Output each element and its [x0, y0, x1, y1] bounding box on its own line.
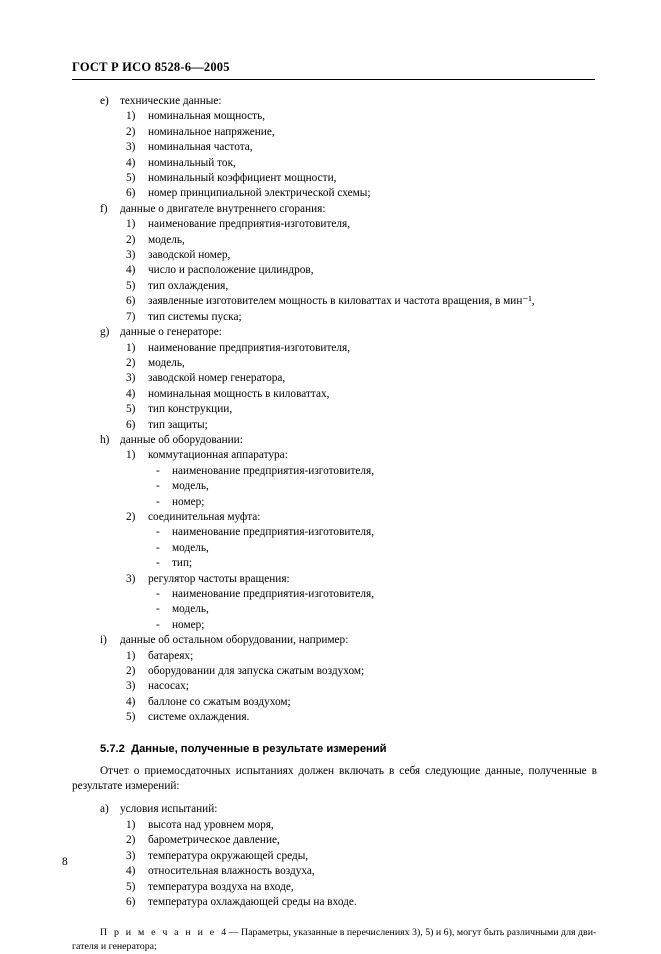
list-text: номер; [172, 618, 205, 631]
list-item [126, 695, 609, 710]
body-paragraph: Отчет о приемосдаточных испытаниях должен включать в себя следующие данные, полученные в результате измерений: [72, 764, 597, 793]
list-item [156, 618, 609, 633]
section-number: 5.7.2 [100, 742, 125, 755]
list-item [126, 833, 609, 848]
list-item [100, 202, 609, 217]
list-marker: - [156, 603, 160, 616]
list-item [126, 341, 609, 356]
list-marker: 4) [126, 695, 136, 708]
list-marker: 4) [126, 865, 136, 878]
list-text: данные об остальном оборудовании, например: [120, 634, 349, 647]
list-text: данные об оборудовании: [120, 433, 243, 446]
list-item [126, 510, 609, 525]
list-item [126, 649, 609, 664]
list-marker: g) [100, 326, 110, 339]
list-text: номинальная мощность, [148, 110, 266, 123]
list-text: тип охлаждения, [148, 279, 229, 292]
list-marker: 2) [126, 665, 136, 678]
list-text: оборудовании для запуска сжатым воздухом; [148, 665, 365, 678]
list-text: коммутационная аппаратура: [148, 449, 288, 462]
list-text: температура окружающей среды, [148, 849, 309, 862]
list-marker: 6) [126, 895, 136, 908]
list-marker: - [156, 541, 160, 554]
list-marker: 1) [126, 110, 136, 123]
list-marker: e) [100, 95, 109, 107]
list-marker: - [156, 557, 160, 570]
list-item [156, 541, 609, 556]
list-text: тип; [172, 557, 193, 570]
list-item [126, 294, 609, 309]
list-text: относительная влажность воздуха, [148, 865, 315, 878]
list-item [126, 186, 609, 201]
list-text: модель, [172, 541, 209, 554]
list-marker: 1) [126, 649, 136, 662]
list-marker: i) [100, 634, 107, 647]
list-item [100, 325, 609, 340]
list-text: наименование предприятия-изготовителя, [172, 588, 375, 600]
list-text: температура охлаждающей среды на входе. [148, 895, 357, 908]
list-marker: - [156, 480, 160, 493]
list-marker: 3) [126, 680, 136, 693]
list-marker: 5) [126, 403, 136, 416]
list-marker: 2) [126, 834, 136, 847]
list-item [126, 895, 609, 910]
note-block [100, 926, 600, 940]
list-text: наименование предприятия-изготовителя, [172, 526, 375, 539]
list-marker: 5) [126, 711, 136, 724]
list-text: номинальный ток, [148, 156, 236, 169]
list-item [126, 356, 609, 371]
list-text: номинальная мощность в киловаттах, [148, 387, 330, 400]
list-text: батареях; [148, 649, 194, 662]
list-marker: 3) [126, 572, 136, 585]
note-body: 4 — Параметры, указанные в перечислениях 3), 5) и 6), могут быть различными для дви- [221, 927, 597, 939]
list-text: температура воздуха на входе, [148, 880, 294, 893]
list-marker: - [156, 588, 160, 600]
list-marker: 1) [126, 218, 136, 231]
list-marker: 3) [126, 372, 136, 385]
list-text: наименование предприятия-изготовителя, [148, 218, 351, 231]
list-marker: 1) [126, 341, 136, 354]
section-title: Данные, полученные в результате измерений [131, 742, 387, 755]
list-marker: - [156, 618, 160, 631]
list-item [126, 140, 609, 155]
list-item [156, 556, 609, 571]
note-label: П р и м е ч а н и е [100, 927, 217, 939]
list-text: наименование предприятия-изготовителя, [148, 341, 351, 354]
list-text: наименование предприятия-изготовителя, [172, 464, 375, 477]
list-text: высота над уровнем моря, [148, 818, 274, 831]
list-marker: 4) [126, 264, 136, 277]
note-continuation: гателя и генератора; [72, 941, 157, 953]
list-item [126, 849, 609, 864]
list-text: тип конструкции, [148, 403, 233, 416]
list-text: соединительная муфта: [148, 510, 261, 523]
list-marker: 6) [126, 295, 136, 308]
list-marker: 2) [126, 125, 136, 138]
list-marker: 5) [126, 279, 136, 292]
list-item [126, 664, 609, 679]
list-text: модель, [172, 480, 209, 493]
list-item [126, 880, 609, 895]
list-item [156, 495, 609, 510]
page-number: 8 [62, 856, 68, 868]
list-text: тип защиты; [148, 418, 208, 431]
list-item [126, 109, 609, 124]
list-text: номинальное напряжение, [148, 125, 275, 138]
list-marker: 4) [126, 387, 136, 400]
list-item [100, 633, 609, 648]
list-item [156, 525, 609, 540]
list-marker: 3) [126, 849, 136, 862]
list-text: системе охлаждения. [148, 711, 250, 724]
list-marker: - [156, 464, 160, 477]
list-item [126, 371, 609, 386]
list-marker: 4) [126, 156, 136, 169]
list-marker: 2) [126, 510, 136, 523]
list-item [100, 802, 609, 817]
list-text: насосах; [148, 680, 189, 693]
list-text: номинальная частота, [148, 141, 253, 154]
list-block-2 [60, 802, 609, 910]
list-item [156, 587, 609, 602]
list-text: барометрическое давление, [148, 834, 280, 847]
list-marker: f) [100, 202, 108, 215]
list-marker: 5) [126, 880, 136, 893]
list-text: тип системы пуска; [148, 310, 242, 323]
list-item [126, 279, 609, 294]
list-item [100, 433, 609, 448]
list-text: номер; [172, 495, 205, 508]
list-marker: 2) [126, 233, 136, 246]
list-text: данные о генераторе: [120, 326, 222, 339]
list-text: баллоне со сжатым воздухом; [148, 695, 291, 708]
list-item [156, 479, 609, 494]
list-item [126, 572, 609, 587]
list-item [126, 310, 609, 325]
section-heading [100, 743, 609, 755]
list-marker: 6) [126, 418, 136, 431]
list-item [126, 233, 609, 248]
list-item [126, 171, 609, 186]
list-marker: 2) [126, 356, 136, 369]
list-marker: - [156, 526, 160, 539]
list-item [126, 418, 609, 433]
page-header: ГОСТ Р ИСО 8528-6—2005 [72, 60, 230, 74]
header-divider [72, 79, 595, 80]
list-item [126, 217, 609, 232]
list-item [126, 818, 609, 833]
list-marker: 5) [126, 172, 136, 185]
list-item [126, 710, 609, 725]
list-item [156, 464, 609, 479]
list-marker: a) [100, 803, 109, 816]
list-text: номинальный коэффициент мощности, [148, 172, 337, 185]
list-item [126, 125, 609, 140]
list-item [156, 602, 609, 617]
list-text: модель, [148, 356, 185, 369]
list-text: заводской номер генератора, [148, 372, 286, 385]
list-marker: 7) [126, 310, 136, 323]
list-text: заводской номер, [148, 249, 231, 262]
list-item [126, 448, 609, 463]
list-item [126, 263, 609, 278]
list-text: номер принципиальной электрической схемы; [148, 187, 371, 200]
list-text: число и расположение цилиндров, [148, 264, 314, 277]
list-marker: 3) [126, 249, 136, 262]
list-text: технические данные: [120, 95, 222, 107]
list-marker: 6) [126, 187, 136, 200]
list-marker: 3) [126, 141, 136, 154]
list-item [126, 679, 609, 694]
list-text: данные о двигателе внутреннего сгорания: [120, 202, 326, 215]
list-item [126, 402, 609, 417]
list-text: модель, [148, 233, 185, 246]
list-item [100, 94, 609, 109]
list-marker: h) [100, 433, 110, 446]
list-marker: 1) [126, 818, 136, 831]
list-item [126, 387, 609, 402]
list-marker: 1) [126, 449, 136, 462]
list-text: модель, [172, 603, 209, 616]
list-text: заявленные изготовителем мощность в киловаттах и частота вращения, в мин⁻¹, [148, 295, 535, 308]
list-item [126, 864, 609, 879]
list-item [126, 248, 609, 263]
list-marker: - [156, 495, 160, 508]
list-item [126, 156, 609, 171]
list-text: условия испытаний: [120, 803, 218, 816]
list-block-1 [60, 94, 609, 726]
list-text: регулятор частоты вращения: [148, 572, 290, 585]
